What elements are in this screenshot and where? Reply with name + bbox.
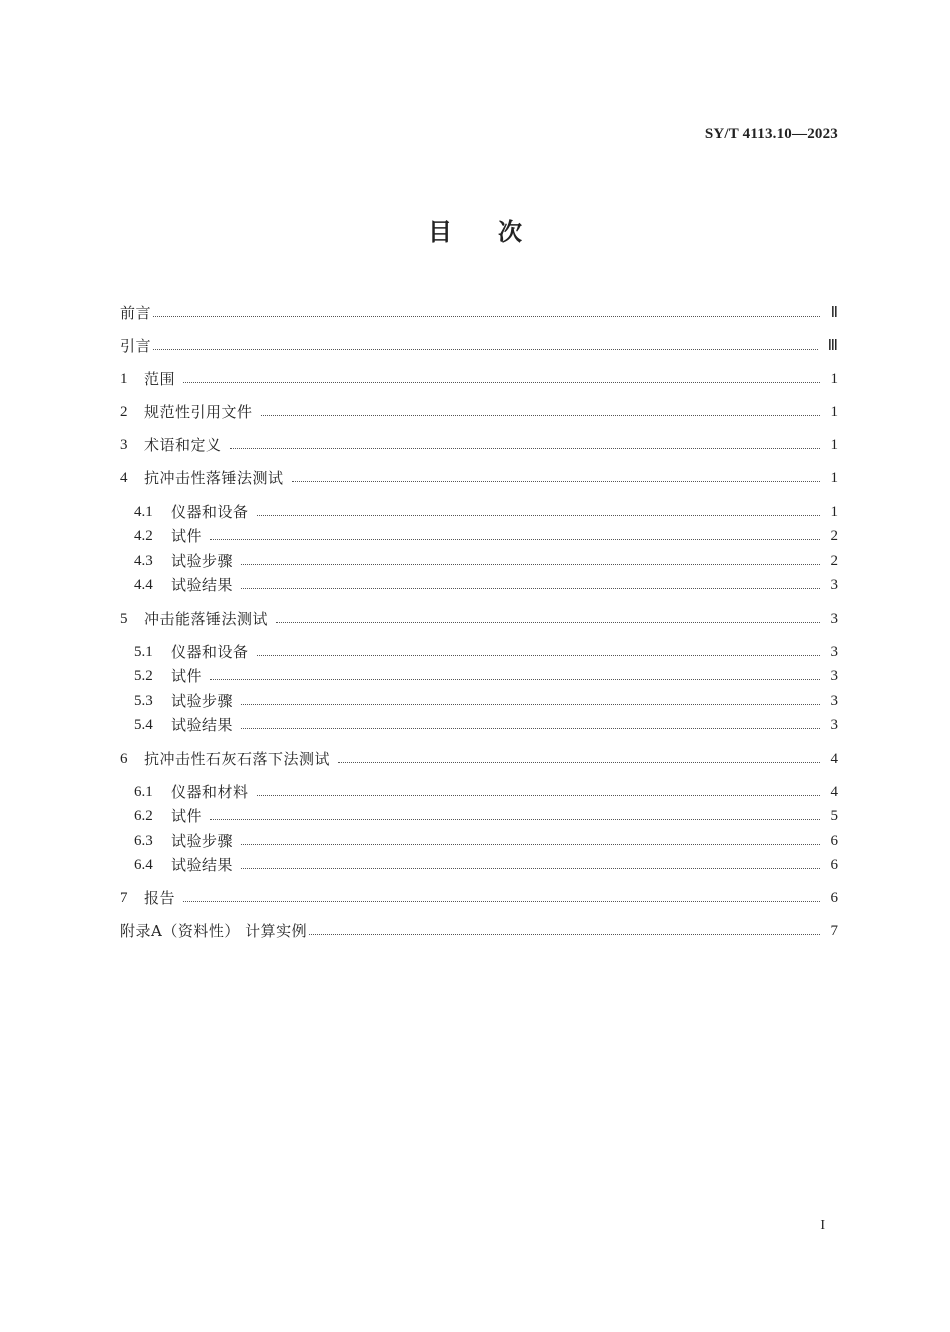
page-footer-number: I (820, 1218, 825, 1233)
toc-entry-page: 3 (830, 611, 838, 627)
toc-dot-leader (292, 480, 820, 482)
toc-entry-page: 3 (830, 693, 838, 709)
toc-entry-page: 1 (830, 371, 838, 387)
toc-entry-page: 7 (830, 923, 838, 939)
toc-entry-number: 1 (120, 371, 128, 387)
toc-entry-label: 试验结果 (171, 716, 234, 734)
toc-entry-label: 抗冲击性石灰石落下法测试 (144, 750, 331, 768)
toc-entry-page: 1 (830, 504, 838, 520)
toc-entry-number: 6 (120, 751, 128, 767)
toc-dot-leader (241, 843, 820, 845)
toc-entry-page: 4 (830, 751, 838, 767)
toc-entry-label: 引言 (120, 337, 152, 355)
toc-entry[interactable] (134, 665, 838, 687)
toc-entry-number: 4.4 (134, 577, 153, 593)
toc-entry[interactable] (120, 608, 838, 630)
toc-entry-number: 2 (120, 404, 128, 420)
toc-entry-label: 试验结果 (171, 576, 234, 594)
toc-entry-label: 附录A（资料性） 计算实例 (120, 922, 308, 940)
toc-entry-number: 4 (120, 470, 128, 486)
toc-entry-number: 3 (120, 437, 128, 453)
toc-entry-label: 术语和定义 (144, 436, 222, 454)
toc-entry-page: 6 (830, 890, 838, 906)
toc-entry-number: 5.3 (134, 693, 153, 709)
toc-entry-label: 试件 (171, 667, 203, 685)
toc-dot-leader (241, 867, 820, 869)
toc-entry[interactable] (120, 401, 838, 423)
toc-entry-label: 抗冲击性落锤法测试 (144, 469, 284, 487)
toc-entry[interactable] (120, 748, 838, 770)
toc-entry-page: 2 (830, 528, 838, 544)
toc-entry-number: 4.1 (134, 504, 153, 520)
toc-entry-number: 5.1 (134, 644, 153, 660)
toc-dot-leader (338, 761, 820, 763)
toc-dot-leader (257, 654, 820, 656)
toc-entry-label: 试件 (171, 527, 203, 545)
toc-title-part2: 次 (498, 218, 522, 246)
toc-entry-number: 6.3 (134, 833, 153, 849)
toc-entry[interactable] (134, 690, 838, 712)
toc-entry-number: 5.2 (134, 668, 153, 684)
toc-entry-label: 仪器和设备 (171, 503, 249, 521)
toc-dot-leader (183, 381, 820, 383)
toc-entry-label: 试验步骤 (171, 832, 234, 850)
toc-entry[interactable] (134, 550, 838, 572)
toc-entry-label: 仪器和设备 (171, 643, 249, 661)
toc-entry-label: 冲击能落锤法测试 (144, 610, 269, 628)
toc-entry-page: 1 (830, 470, 838, 486)
toc-entry-number: 5 (120, 611, 128, 627)
toc-entry[interactable] (134, 854, 838, 876)
toc-entry-label: 试件 (171, 807, 203, 825)
toc-entry[interactable] (134, 501, 838, 523)
toc-entry-label: 报告 (144, 889, 176, 907)
toc-entry-page: 6 (830, 833, 838, 849)
toc-dot-leader (183, 900, 820, 902)
toc-entry-page: 3 (830, 668, 838, 684)
toc-entry-number: 4.2 (134, 528, 153, 544)
toc-dot-leader (210, 538, 820, 540)
toc-entry-label: 仪器和材料 (171, 783, 249, 801)
toc-entry-number: 6.1 (134, 784, 153, 800)
toc-entry-number: 7 (120, 890, 128, 906)
toc-entry[interactable] (120, 467, 838, 489)
toc-entry[interactable] (120, 368, 838, 390)
toc-entry[interactable] (120, 335, 838, 357)
toc-title-part1: 目 (428, 218, 452, 246)
toc-entry-page: 1 (830, 404, 838, 420)
toc-dot-leader (309, 933, 820, 935)
toc-entry-page: Ⅲ (827, 338, 838, 354)
toc-entry[interactable] (134, 641, 838, 663)
toc-entry-page: 2 (830, 553, 838, 569)
toc-entry-page: 5 (830, 808, 838, 824)
toc-dot-leader (241, 703, 820, 705)
toc-entry-page: 6 (830, 857, 838, 873)
toc-dot-leader (241, 727, 820, 729)
toc-entry-page: Ⅱ (830, 305, 838, 321)
toc-entry-number: 5.4 (134, 717, 153, 733)
toc-entry[interactable] (134, 805, 838, 827)
toc-entry-number: 4.3 (134, 553, 153, 569)
toc-title (0, 212, 950, 247)
toc-entry-label: 试验步骤 (171, 552, 234, 570)
toc-entry[interactable] (134, 830, 838, 852)
toc-entry[interactable] (120, 302, 838, 324)
toc-entry-page: 3 (830, 717, 838, 733)
toc-dot-leader (153, 348, 818, 350)
toc-dot-leader (241, 563, 820, 565)
toc-dot-leader (276, 621, 820, 623)
toc-dot-leader (261, 414, 820, 416)
toc-entry-page: 3 (830, 644, 838, 660)
toc-entry-label: 规范性引用文件 (144, 403, 253, 421)
toc-entry-page: 4 (830, 784, 838, 800)
toc-entry-label: 前言 (120, 304, 152, 322)
toc-entry[interactable] (134, 714, 838, 736)
toc-dot-leader (230, 447, 820, 449)
toc-entry-number: 6.2 (134, 808, 153, 824)
toc-entry[interactable] (120, 887, 838, 909)
toc-dot-leader (257, 514, 820, 516)
toc-entry-label: 试验结果 (171, 856, 234, 874)
toc-entry[interactable] (134, 781, 838, 803)
toc-entry-page: 1 (830, 437, 838, 453)
toc-entry-label: 试验步骤 (171, 692, 234, 710)
toc-dot-leader (210, 678, 820, 680)
toc-dot-leader (210, 818, 820, 820)
toc-dot-leader (241, 587, 820, 589)
toc-entry-page: 3 (830, 577, 838, 593)
toc-entry-label: 范围 (144, 370, 176, 388)
toc-entry[interactable] (134, 525, 838, 547)
toc-entry[interactable] (134, 574, 838, 596)
toc-entry[interactable] (120, 434, 838, 456)
toc-dot-leader (257, 794, 820, 796)
standard-code: SY/T 4113.10—2023 (704, 126, 838, 142)
toc-entry-number: 6.4 (134, 857, 153, 873)
toc-dot-leader (153, 315, 820, 317)
toc-entry[interactable] (120, 920, 838, 942)
